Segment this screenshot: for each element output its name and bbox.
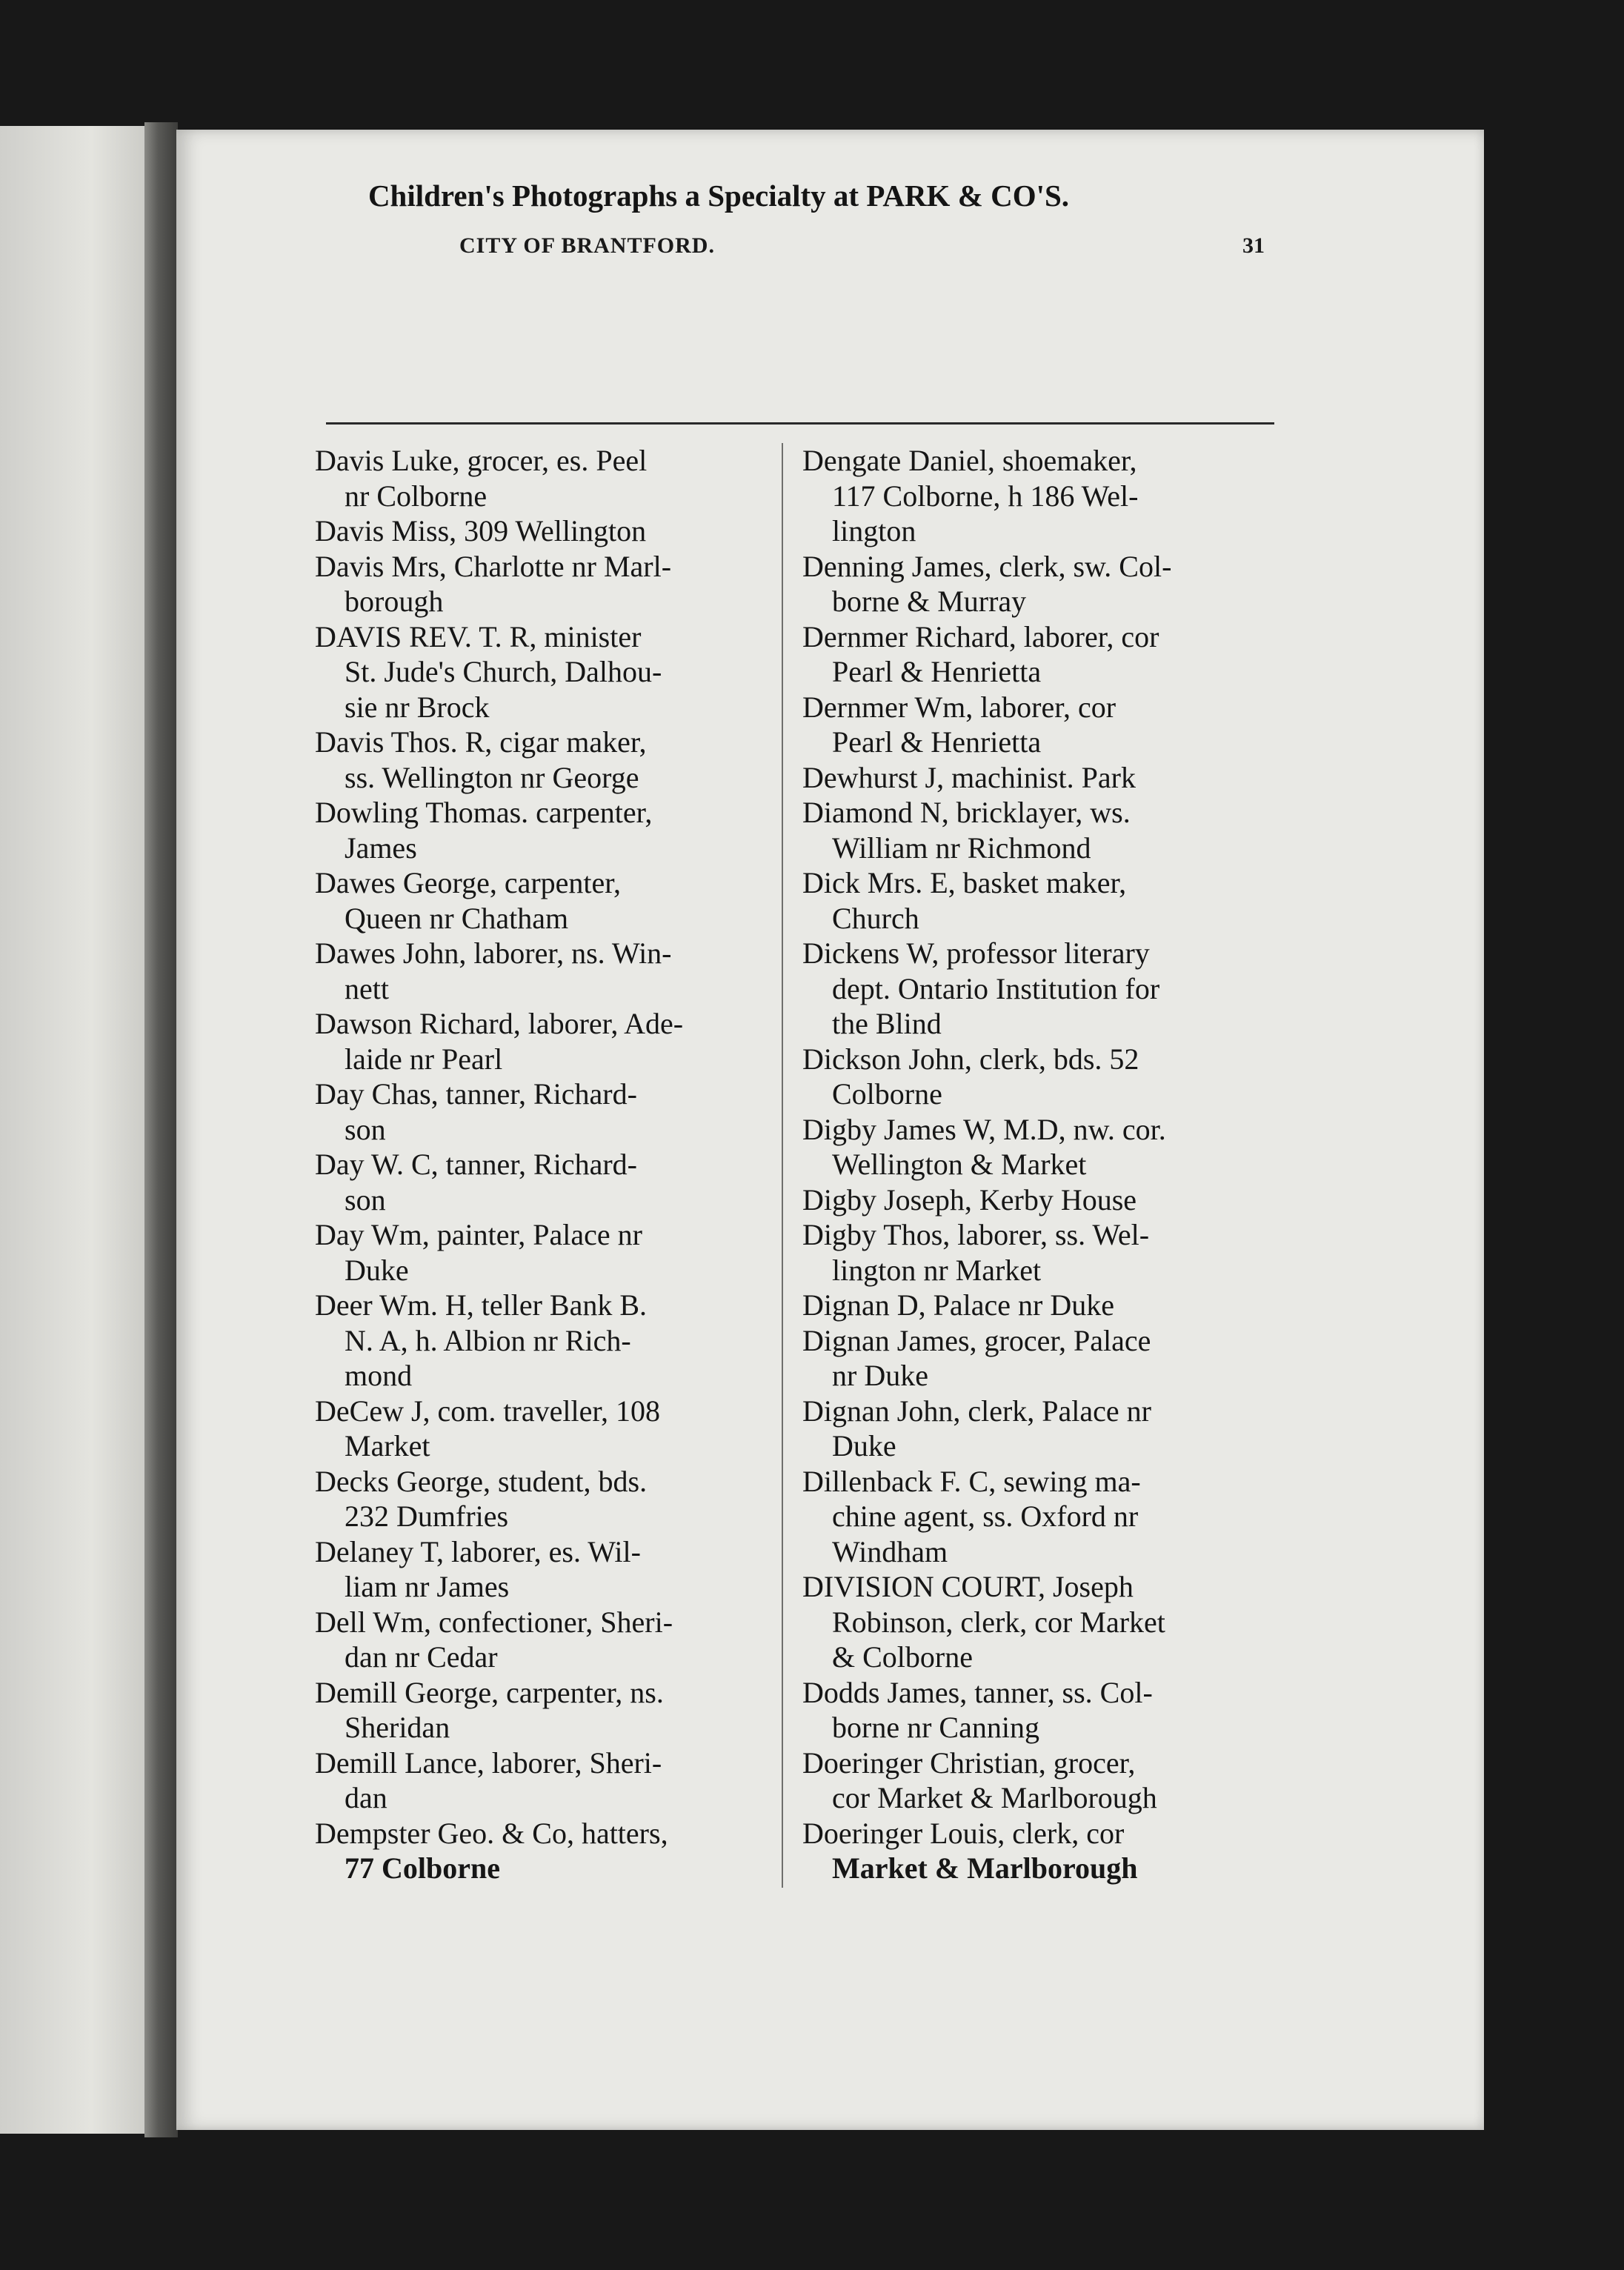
right-column: [802, 443, 1277, 1886]
directory-entry: Davis Thos. R, cigar maker, ss. Wellington nr George: [315, 725, 647, 794]
directory-entry: Dick Mrs. E, basket maker, Church: [802, 866, 1127, 935]
running-head: CITY OF BRANTFORD.: [459, 233, 715, 258]
directory-entry: Davis Luke, grocer, es. Peel nr Colborne: [315, 444, 648, 513]
directory-entry: Delaney T, laborer, es. Wil- liam nr James: [315, 1534, 641, 1603]
directory-entry: Day Chas, tanner, Richard- son: [315, 1077, 637, 1146]
book-spine: [144, 122, 178, 2137]
directory-entry: Diamond N, bricklayer, ws. William nr Richmond: [802, 796, 1131, 865]
directory-entry: Dell Wm, confectioner, Sheri- dan nr Cedar: [315, 1605, 673, 1674]
directory-entry: Day W. C, tanner, Richard- son: [315, 1148, 637, 1216]
directory-entry: Demill Lance, laborer, Sheri- dan: [315, 1745, 662, 1814]
directory-entry: Dempster Geo. & Co, hatters, 77 Colborne: [315, 1816, 668, 1885]
directory-entry: Dawes George, carpenter, Queen nr Chatham: [315, 866, 622, 935]
directory-entry: Dawes John, laborer, ns. Win- nett: [315, 936, 672, 1005]
directory-entry: Dernmer Richard, laborer, cor Pearl & Henrietta: [802, 619, 1159, 688]
directory-entry: Doeringer Christian, grocer, cor Market & Marlborough: [802, 1745, 1157, 1814]
directory-entry: Davis Miss, 309 Wellington: [315, 514, 647, 547]
directory-entry: DeCew J, com. traveller, 108 Market: [315, 1394, 661, 1462]
facing-page-edge: [0, 126, 152, 2134]
directory-entry: Dengate Daniel, shoemaker, 117 Colborne, h 186 Wel- lington: [802, 444, 1139, 547]
directory-entry: Denning James, clerk, sw. Col- borne & Murray: [802, 549, 1172, 618]
directory-entry: Dowling Thomas. carpenter, James: [315, 796, 653, 865]
advertisement-header: Children's Photographs a Specialty at PARK & CO'S.: [367, 179, 1070, 213]
directory-entry: Dodds James, tanner, ss. Col- borne nr Canning: [802, 1675, 1153, 1744]
header-rule: [326, 422, 1274, 425]
directory-entry: Dillenback F. C, sewing ma- chine agent, ss. Oxford nr Windham: [802, 1464, 1141, 1568]
left-column: [315, 443, 793, 1886]
directory-entry: DAVIS REV. T. R, minister St. Jude's Church, Dalhou- sie nr Brock: [315, 619, 662, 724]
directory-entry: Dawson Richard, laborer, Ade- laide nr Pearl: [315, 1007, 684, 1076]
directory-entry: Digby Thos, laborer, ss. Wel- lington nr Market: [802, 1218, 1150, 1287]
directory-entry: Digby James W, M.D, nw. cor. Wellington & Market: [802, 1112, 1166, 1181]
directory-entry: Dickens W, professor literary dept. Ontario Institution for the Blind: [802, 936, 1160, 1040]
directory-entry: Doeringer Louis, clerk, cor Market & Marlborough: [802, 1816, 1138, 1885]
directory-entry: Dewhurst J, machinist. Park: [802, 760, 1136, 794]
directory-entry: Davis Mrs, Charlotte nr Marl- borough: [315, 549, 672, 618]
directory-entry: Dignan John, clerk, Palace nr Duke: [802, 1394, 1151, 1462]
directory-entry: DIVISION COURT, Joseph Robinson, clerk, cor Market & Colborne: [802, 1570, 1165, 1674]
directory-entry: Dignan James, grocer, Palace nr Duke: [802, 1323, 1151, 1392]
directory-entry: Digby Joseph, Kerby House: [802, 1182, 1137, 1216]
directory-entry: Dickson John, clerk, bds. 52 Colborne: [802, 1042, 1139, 1111]
page-number: 31: [1242, 233, 1265, 258]
directory-entry: Dernmer Wm, laborer, cor Pearl & Henrietta: [802, 690, 1116, 759]
directory-entry: Deer Wm. H, teller Bank B. N. A, h. Albion nr Rich- mond: [315, 1288, 648, 1392]
directory-entry: Demill George, carpenter, ns. Sheridan: [315, 1675, 664, 1744]
directory-entry: Day Wm, painter, Palace nr Duke: [315, 1218, 642, 1287]
directory-entry: Decks George, student, bds. 232 Dumfries: [315, 1464, 648, 1533]
column-divider: [782, 443, 783, 1888]
directory-entry: Dignan D, Palace nr Duke: [802, 1288, 1114, 1322]
